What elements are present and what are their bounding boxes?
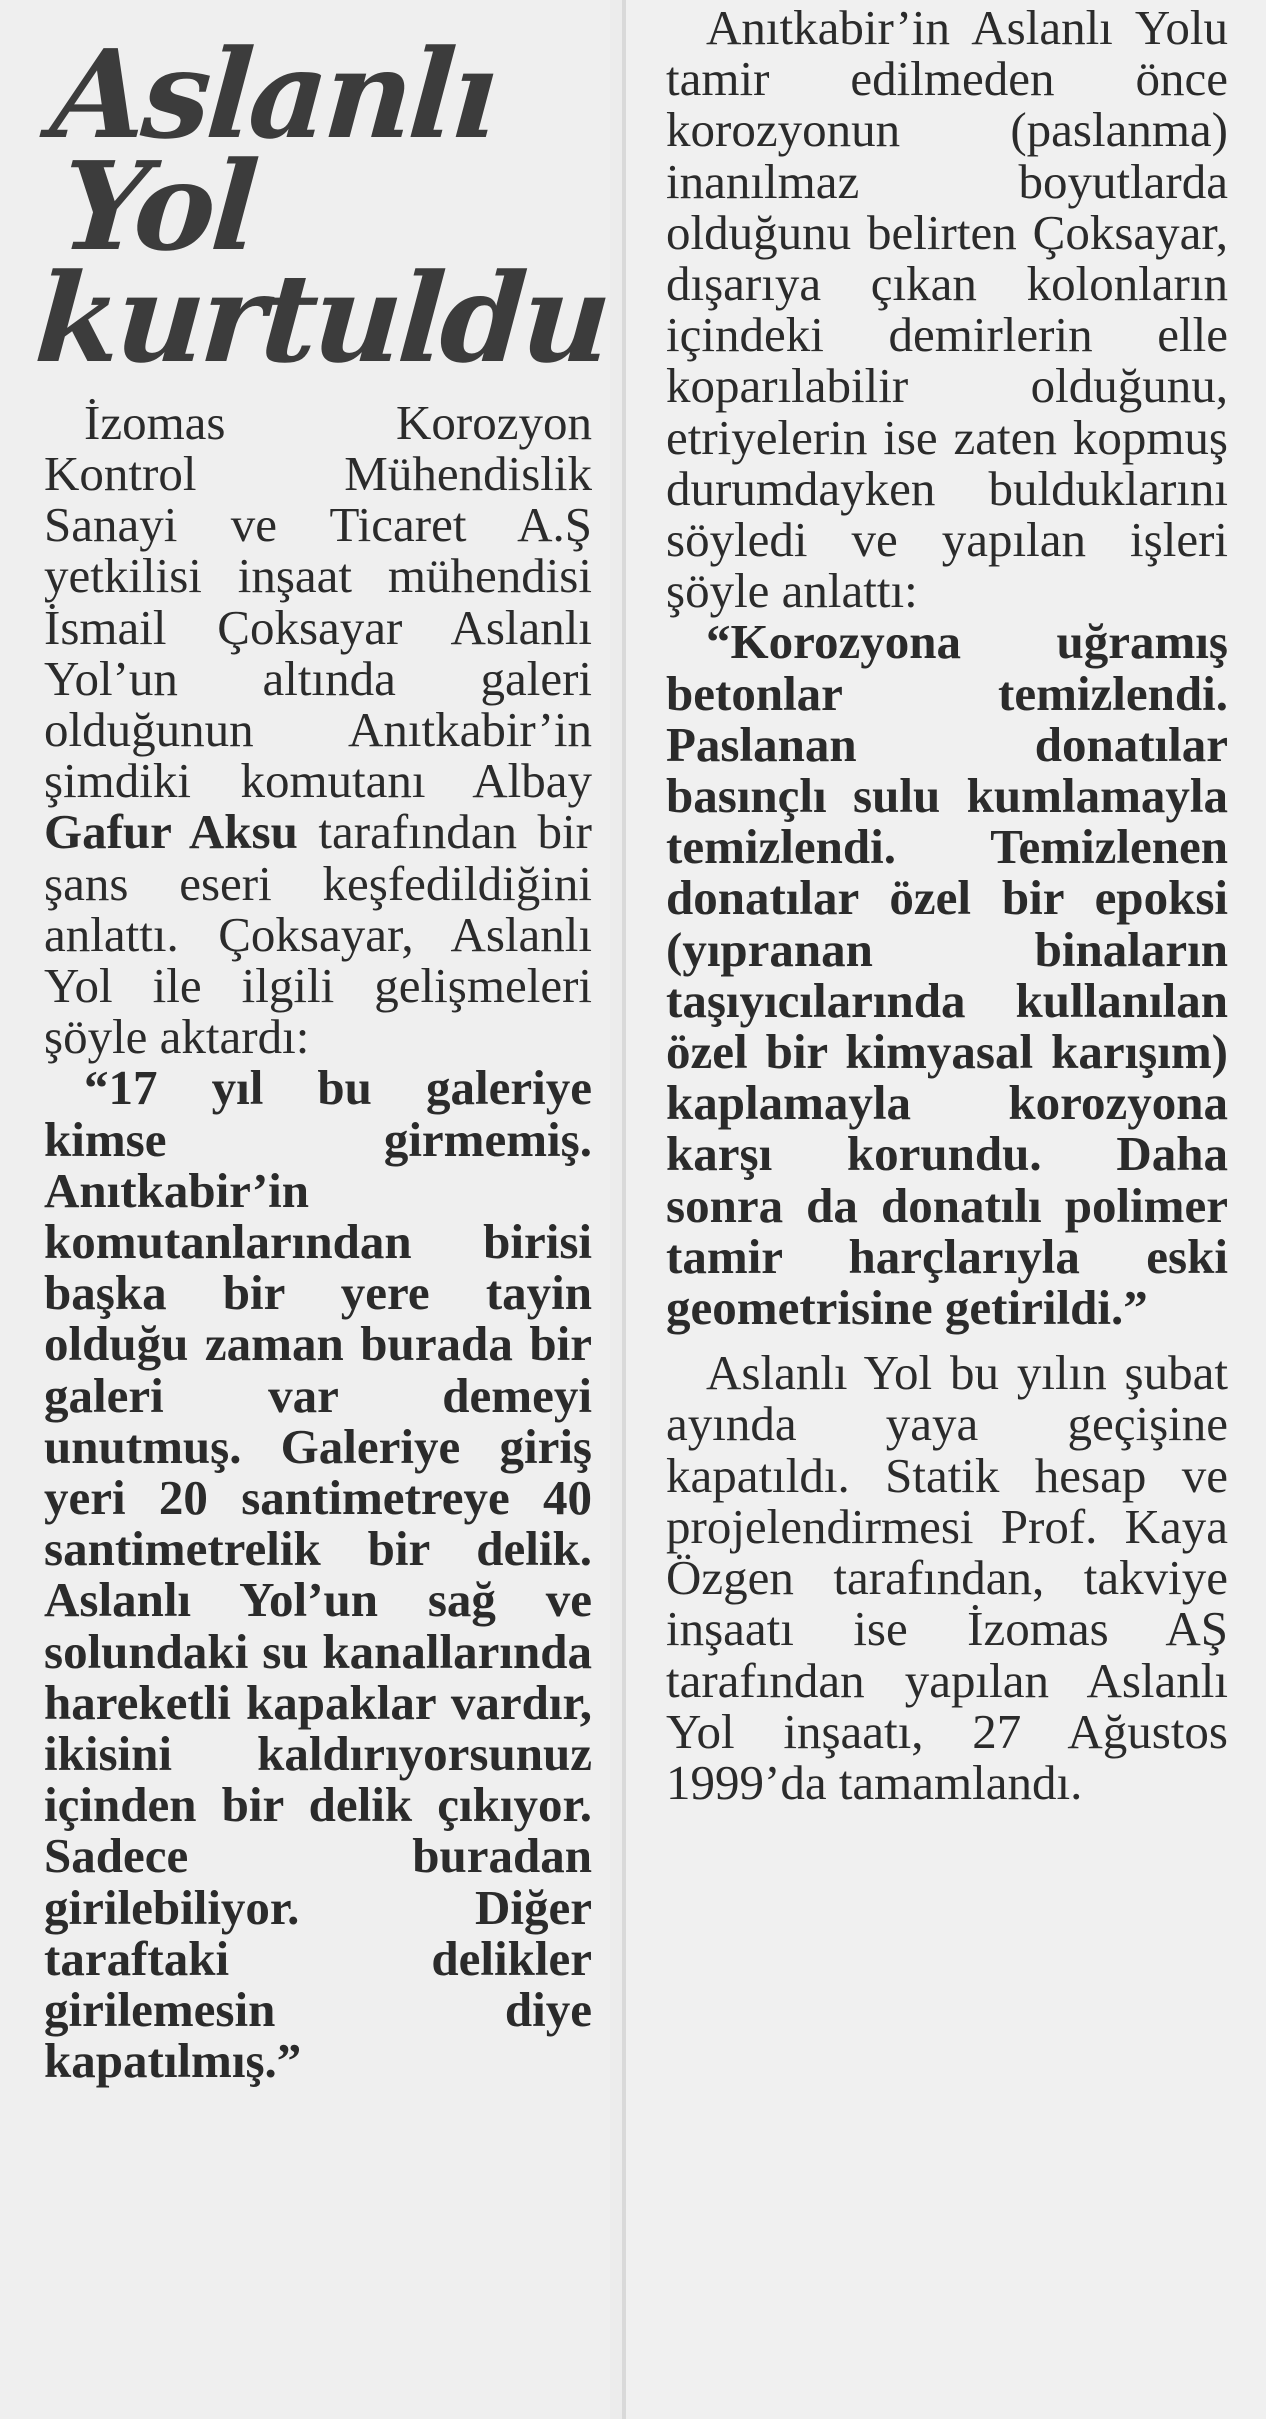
body-paragraph-3 xyxy=(666,1347,1228,1808)
quote-1-text: “17 yıl bu galeriye kimse girmemiş. Anıtkabir’in komutanlarından birisi başka bir yere tayin olduğu zaman burada bir galeri var demeyi unutmuş. Galeriye giriş yeri 20 santimetreye 40 santimetrelik bir delik. Aslanlı Yol’un sağ ve solundaki su kanallarında hareketli kapaklar vardır, ikisini kaldırıyorsunuz içinden bir delik çıkıyor. Sadece buradan girilebiliyor. Diğer taraftaki delikler girilemesin diye kapatılmış.” xyxy=(44,1060,592,2089)
quote-2-text: “Korozyona uğramış betonlar temizlendi. Paslanan donatılar basınçlı sulu kumlamayla temizlendi. Temizlenen donatılar özel bir epoksi (yıpranan binaların taşıyıcılarında kullanılan özel bir kimyasal karışım) kaplamayla korozyona karşı korundu. Daha sonra da donatılı polimer tamir harçlarıyla eski geometrisine getirildi.” xyxy=(666,614,1228,1336)
headline-line-1: Aslanlı xyxy=(46,22,500,166)
intro-text-start: İzomas Korozyon Kontrol Mühendislik Sanayi ve Ticaret A.Ş yetkilisi inşaat mühendisi İsmail Çoksayar Aslanlı Yol’un altında galeri olduğunun Anıtkabir’in şimdiki komutanı Albay xyxy=(44,394,592,809)
body-paragraph-2 xyxy=(666,0,1228,619)
left-column xyxy=(0,0,613,2419)
paragraph-2-text: Anıtkabir’in Aslanlı Yolu tamir edilmeden önce korozyonun (paslanma) inanılmaz boyutlarda olduğunu belirten Çoksayar, dışarıya çıkan kolonların içindeki demirlerin elle koparılabilir olduğunu, etriyelerin ise zaten kopmuş durumdayken bulduklarını söyledi ve yapılan işleri şöyle anlattı: xyxy=(666,0,1228,619)
quote-paragraph-1 xyxy=(44,1060,592,2089)
headline xyxy=(31,22,613,391)
person-name: Gafur Aksu xyxy=(44,804,298,860)
quote-paragraph-2 xyxy=(666,614,1228,1336)
right-column xyxy=(622,0,1266,2419)
intro-paragraph xyxy=(44,394,592,1065)
headline-line-2: Yol xyxy=(56,134,260,279)
paragraph-3-text: Aslanlı Yol bu yılın şubat ayında yaya geçişine kapatıldı. Statik hesap ve projelendirmesi Prof. Kaya Özgen tarafından, takviye inşaatı ise İzomas AŞ tarafından yapılan Aslanlı Yol inşaatı, 27 Ağustos 1999’da tamamlandı. xyxy=(666,1345,1228,1810)
intro-text-end: tarafından bir şans eseri keşfedildiğini anlattı. Çoksayar, Aslanlı Yol ile ilgili gelişmeleri şöyle aktardı: xyxy=(44,804,592,1065)
headline-line-3: kurtuldu xyxy=(31,246,613,391)
